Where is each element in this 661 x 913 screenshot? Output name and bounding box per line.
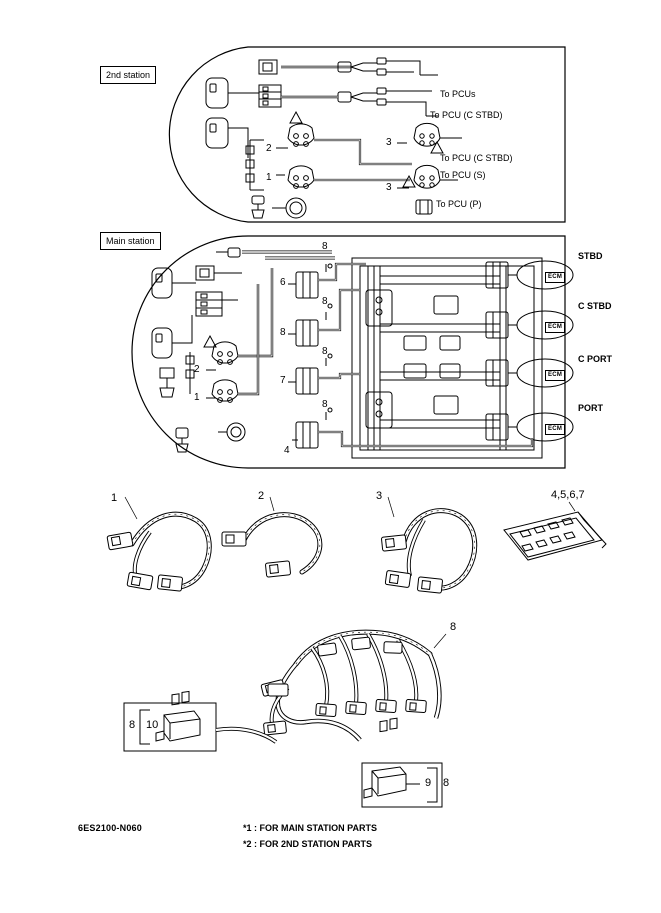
- callout-main-2: 2: [194, 364, 200, 375]
- label-to-pcu-c-stbd-2: To PCU (C STBD): [440, 153, 513, 163]
- parts-callout-8: 8: [450, 621, 457, 633]
- detail-callout-10: 10: [146, 719, 159, 731]
- parts-callout-2: 2: [258, 490, 265, 502]
- callout-main-5: 6: [280, 277, 286, 288]
- callout-main-8d: 8: [322, 399, 328, 410]
- callout-2nd-3a: 3: [386, 137, 392, 148]
- ecm-tag-c-stbd: ECM: [545, 322, 565, 333]
- callout-main-1: 1: [194, 392, 200, 403]
- detail-callout-9: 9: [425, 777, 432, 789]
- ecm-tag-stbd: ECM: [545, 272, 565, 283]
- label-to-pcu-c-stbd-1: To PCU (C STBD): [430, 110, 503, 120]
- callout-main-8a: 8: [322, 241, 328, 252]
- station-label-2nd: 2nd station: [100, 66, 156, 84]
- callout-main-8c: 8: [322, 346, 328, 357]
- callout-main-4: 4: [284, 445, 290, 456]
- detail-callout-8b: 8: [443, 777, 450, 789]
- parts-callout-3: 3: [376, 490, 383, 502]
- station-label-main: Main station: [100, 232, 161, 250]
- label-to-pcus: To PCUs: [440, 89, 476, 99]
- footnote-2: *2 : FOR 2ND STATION PARTS: [243, 839, 373, 849]
- ecm-tag-c-port: ECM: [545, 370, 565, 381]
- callout-main-8b: 8: [322, 296, 328, 307]
- callout-2nd-2: 2: [266, 143, 272, 154]
- callout-2nd-3b: 3: [386, 182, 392, 193]
- label-bus-c-port: C PORT: [578, 354, 613, 364]
- drawing-code: 6ES2100-N060: [78, 823, 142, 833]
- parts-callout-4567: 4,5,6,7: [551, 489, 585, 501]
- label-bus-port: PORT: [578, 403, 604, 413]
- ecm-tag-port: ECM: [545, 424, 565, 435]
- detail-callout-8: 8: [129, 719, 136, 731]
- label-bus-stbd: STBD: [578, 251, 603, 261]
- label-to-pcu-p: To PCU (P): [436, 199, 482, 209]
- parts-callout-1: 1: [111, 492, 118, 504]
- callout-main-6: 7: [280, 375, 286, 386]
- footnote-1: *1 : FOR MAIN STATION PARTS: [243, 823, 377, 833]
- callout-main-7: 8: [280, 327, 286, 338]
- label-bus-c-stbd: C STBD: [578, 301, 612, 311]
- label-to-pcu-s: To PCU (S): [440, 170, 486, 180]
- callout-2nd-1: 1: [266, 172, 272, 183]
